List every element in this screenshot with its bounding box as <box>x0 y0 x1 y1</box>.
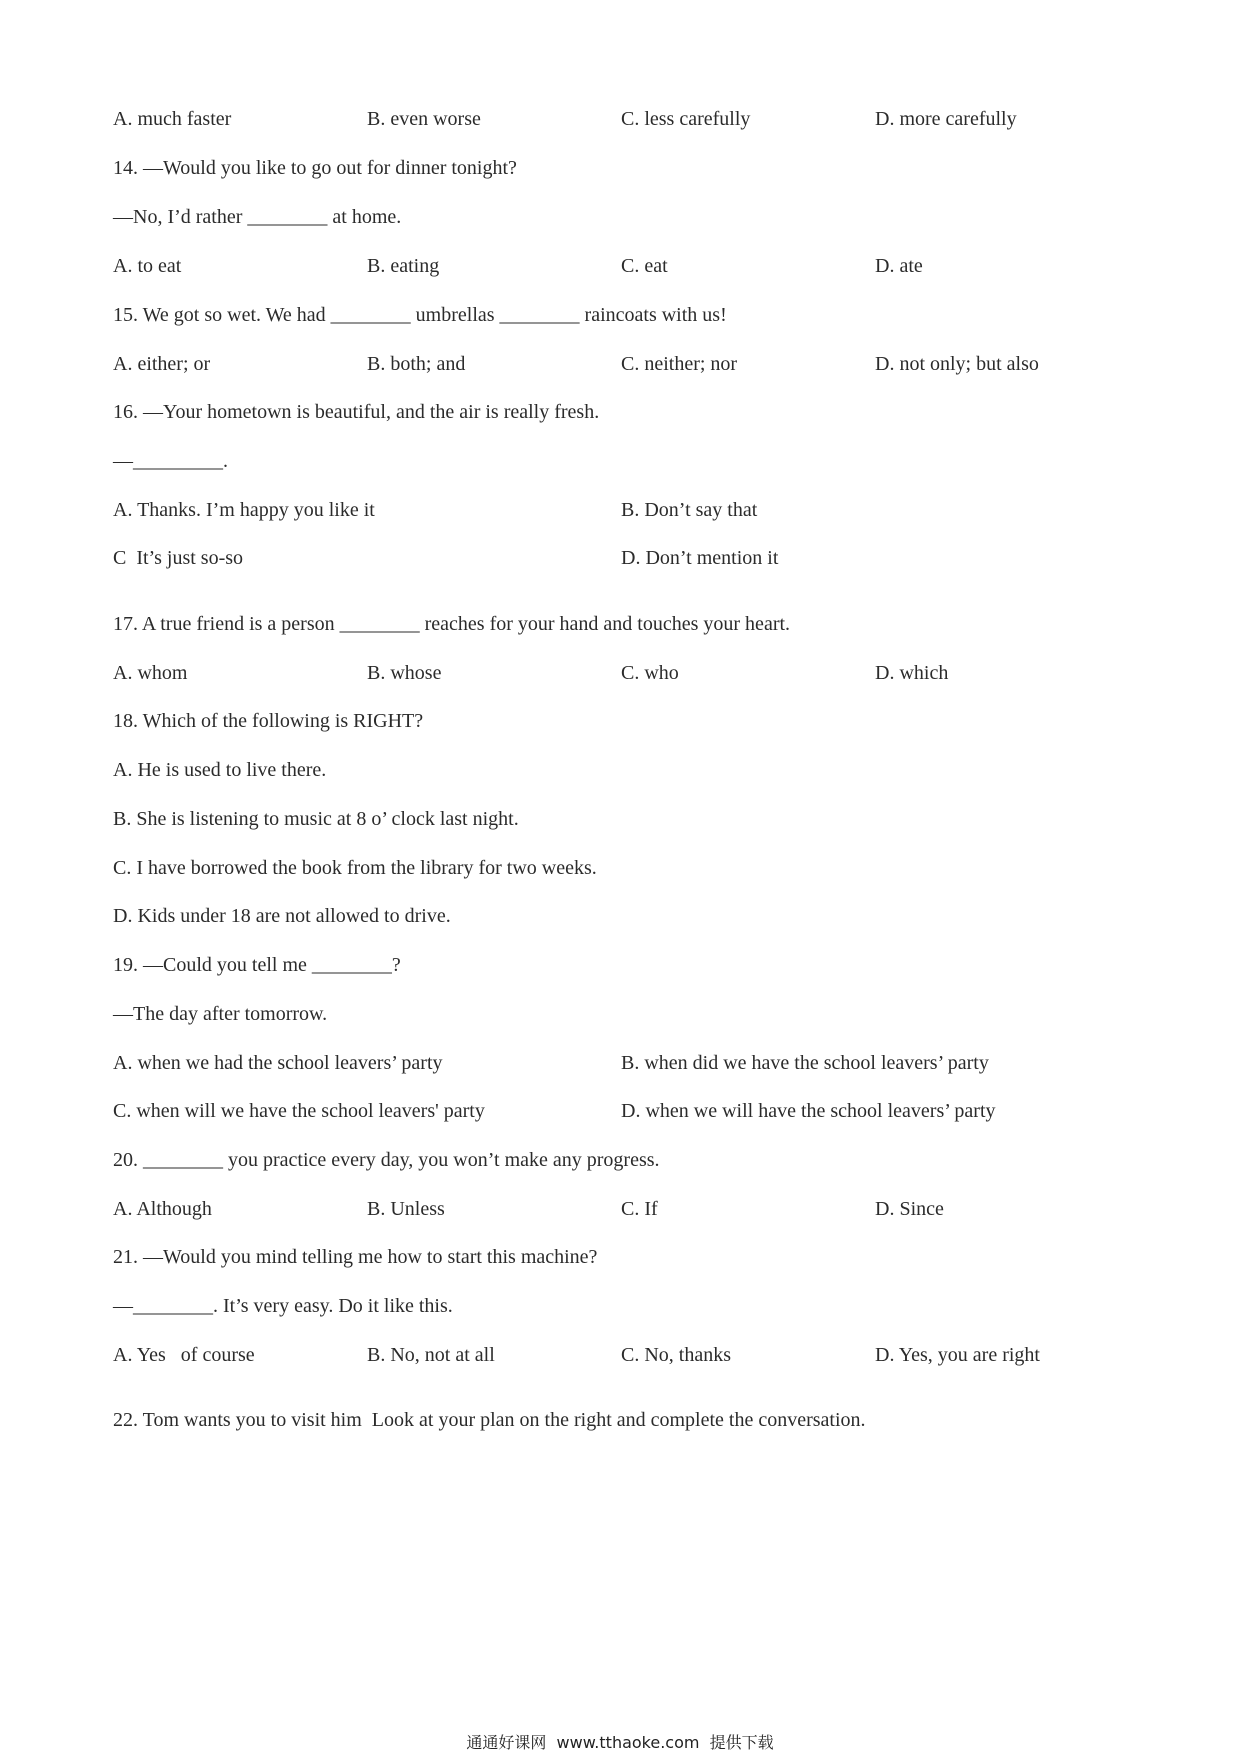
q21-option-b: B. No, not at all <box>367 1344 495 1366</box>
q20-option-b: B. Unless <box>367 1198 445 1220</box>
q16-option-c: C It’s just so-so <box>113 547 244 569</box>
q13-option-c: C. less carefully <box>621 108 751 130</box>
q21-option-d: D. Yes, you are right <box>875 1344 1040 1366</box>
q18-option-a: A. He is used to live there. <box>113 759 327 781</box>
q15-option-a: A. either; or <box>113 353 211 375</box>
q13-option-a: A. much faster <box>113 108 232 130</box>
q21-reply: —________. It’s very easy. Do it like this. <box>113 1295 453 1317</box>
q14-stem: 14. —Would you like to go out for dinner tonight? <box>113 157 517 179</box>
q21-options <box>113 1343 1143 1367</box>
q15-options <box>113 352 1143 376</box>
q14-reply: —No, I’d rather ________ at home. <box>113 206 402 228</box>
q17-option-c: C. who <box>621 662 679 684</box>
q18-stem: 18. Which of the following is RIGHT? <box>113 710 424 732</box>
page-footer: 通通好课网 www.tthaoke.com 提供下载 <box>466 1733 774 1752</box>
q19-option-c: C. when will we have the school leavers' party <box>113 1100 485 1122</box>
q19-stem: 19. —Could you tell me ________? <box>113 954 401 976</box>
q17-option-b: B. whose <box>367 662 442 684</box>
q13-option-d: D. more carefully <box>875 108 1017 130</box>
q17-stem: 17. A true friend is a person ________ reaches for your hand and touches your heart. <box>113 613 791 635</box>
q20-option-d: D. Since <box>875 1198 944 1220</box>
q18-option-c: C. I have borrowed the book from the library for two weeks. <box>113 857 597 879</box>
q20-option-c: C. If <box>621 1198 658 1220</box>
q22-stem: 22. Tom wants you to visit him Look at your plan on the right and complete the conversation. <box>113 1409 866 1431</box>
q13-options <box>113 107 1143 131</box>
q16-options-row1 <box>113 498 1143 522</box>
q20-option-a: A. Although <box>113 1198 212 1220</box>
q19-options-row1 <box>113 1051 1143 1075</box>
q15-option-c: C. neither; nor <box>621 353 738 375</box>
q18-option-b: B. She is listening to music at 8 o’ clock last night. <box>113 808 519 830</box>
q19-reply: —The day after tomorrow. <box>113 1003 328 1025</box>
q16-options-row2 <box>113 546 1143 570</box>
q21-option-c: C. No, thanks <box>621 1344 731 1366</box>
q14-option-c: C. eat <box>621 255 668 277</box>
q13-option-b: B. even worse <box>367 108 481 130</box>
q14-option-a: A. to eat <box>113 255 182 277</box>
q14-option-d: D. ate <box>875 255 923 277</box>
q20-options <box>113 1197 1143 1221</box>
q15-stem: 15. We got so wet. We had ________ umbrellas ________ raincoats with us! <box>113 304 727 326</box>
q15-option-b: B. both; and <box>367 353 466 375</box>
q18-option-d: D. Kids under 18 are not allowed to drive. <box>113 905 451 927</box>
q17-options <box>113 661 1143 685</box>
q16-option-b: B. Don’t say that <box>621 499 758 521</box>
q14-option-b: B. eating <box>367 255 440 277</box>
q17-option-a: A. whom <box>113 662 188 684</box>
q19-options-row2 <box>113 1099 1143 1123</box>
q19-option-d: D. when we will have the school leavers’ party <box>621 1100 996 1122</box>
q20-stem: 20. ________ you practice every day, you won’t make any progress. <box>113 1149 660 1171</box>
q16-option-a: A. Thanks. I’m happy you like it <box>113 499 375 521</box>
q16-stem: 16. —Your hometown is beautiful, and the air is really fresh. <box>113 401 600 423</box>
q19-option-b: B. when did we have the school leavers’ party <box>621 1052 989 1074</box>
q15-option-d: D. not only; but also <box>875 353 1039 375</box>
q16-option-d: D. Don’t mention it <box>621 547 779 569</box>
q16-reply: —_________. <box>113 450 228 472</box>
q14-options <box>113 254 1143 278</box>
q21-option-a: A. Yes of course <box>113 1344 255 1366</box>
q21-stem: 21. —Would you mind telling me how to start this machine? <box>113 1246 598 1268</box>
q17-option-d: D. which <box>875 662 949 684</box>
q19-option-a: A. when we had the school leavers’ party <box>113 1052 443 1074</box>
